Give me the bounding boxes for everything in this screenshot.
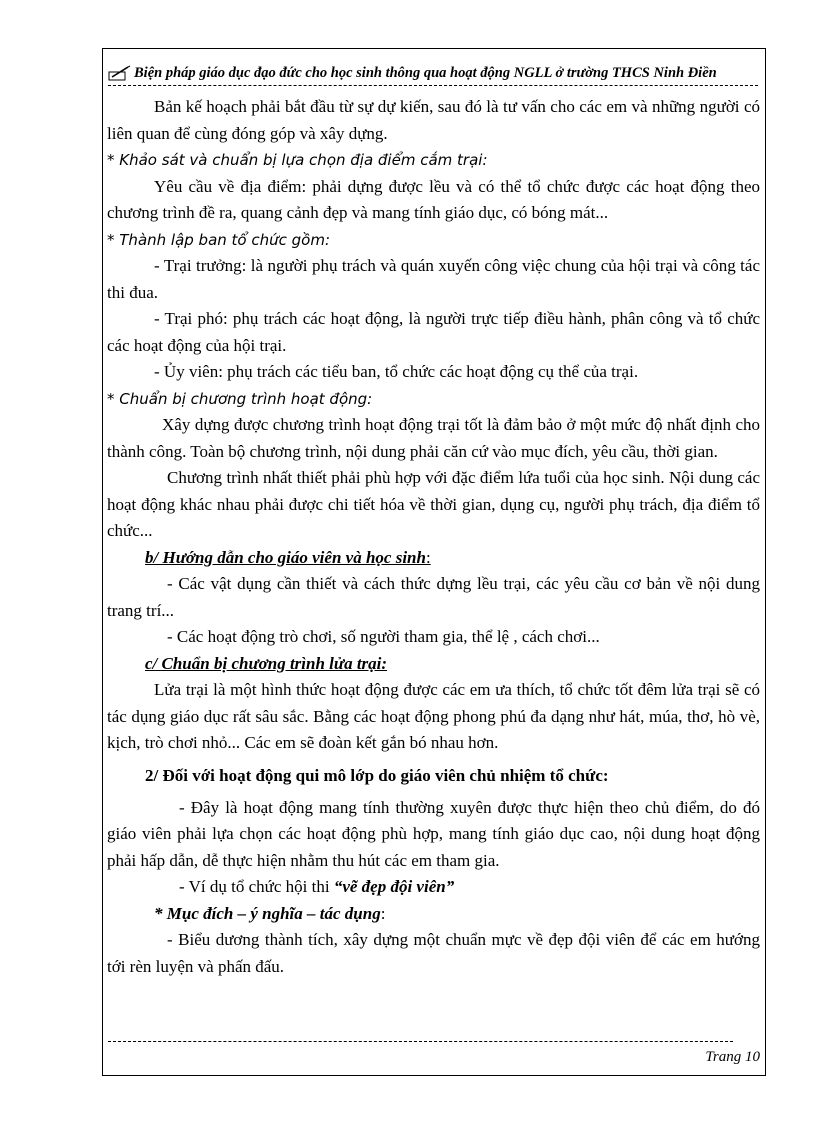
paragraph: - Ủy viên: phụ trách các tiểu ban, tổ chức các hoạt động cụ thể của trại.: [154, 362, 639, 381]
paragraph: Yêu cầu về địa điểm: phải dựng được lều và có thể tổ chức được các hoạt động theo chương trình đề ra, quang cảnh đẹp và mang tính giáo dục, có bóng mát...: [107, 176, 760, 222]
subheading-survey: * Khảo sát và chuẩn bị lựa chọn địa điểm cắm trại:: [107, 151, 488, 169]
paragraph: Xây dựng được chương trình hoạt động trại tốt là đảm bảo ở một mức độ nhất định cho thành công. Toàn bộ chương trình, nội dung phải căn cứ vào mục đích, yêu cầu, thời gian.: [107, 415, 760, 461]
section-heading-c: c/ Chuẩn bị chương trình lửa trại:: [145, 653, 388, 673]
pen-icon: [108, 65, 132, 81]
section-heading-b: b/ Hướng dẫn cho giáo viên và học sinh:: [145, 547, 431, 567]
section-heading-2: 2/ Đối với hoạt động qui mô lớp do giáo viên chủ nhiệm tổ chức:: [145, 765, 609, 785]
paragraph: Bản kế hoạch phải bắt đầu từ sự dự kiến, sau đó là tư vấn cho các em và những người có liên quan để cùng đóng góp và xây dựng.: [107, 97, 760, 143]
subheading-purpose: * Mục đích – ý nghĩa – tác dụng:: [154, 903, 386, 923]
paragraph: - Trại trưởng: là người phụ trách và quán xuyến công việc chung của hội trại và công tác thi đua.: [107, 256, 760, 302]
paragraph: - Đây là hoạt động mang tính thường xuyên được thực hiện theo chủ điểm, do đó giáo viên phải lựa chọn các hoạt động phù hợp, mang tính giáo dục cao, nội dung hoạt động phải hấp dẫn, dễ thực hiện nhằm thu hút các em tham gia.: [107, 797, 760, 870]
subheading-program: * Chuẩn bị chương trình hoạt động:: [107, 389, 373, 408]
subheading-committee: * Thành lập ban tổ chức gồm:: [107, 230, 331, 249]
page-number: Trang 10: [705, 1049, 760, 1065]
paragraph: - Các vật dụng cần thiết và cách thức dựng lều trại, các yêu cầu cơ bản về nội dung trang trí...: [107, 574, 760, 620]
paragraph: - Các hoạt động trò chơi, số người tham gia, thể lệ , cách chơi...: [167, 627, 600, 646]
paragraph: - Trại phó: phụ trách các hoạt động, là người trực tiếp điều hành, phân công và tổ chức các hoạt động của hội trại.: [107, 309, 760, 355]
header-title: Biện pháp giáo dục đạo đức cho học sinh thông qua hoạt động NGLL ở trường THCS Ninh Điền: [134, 64, 717, 81]
paragraph: - Ví dụ tổ chức hội thi “vẽ đẹp đội viên”: [179, 877, 455, 896]
paragraph: Chương trình nhất thiết phải phù hợp với đặc điểm lứa tuổi của học sinh. Nội dung các hoạt động khác nhau phải được chi tiết hóa về thời gian, dụng cụ, người phụ trách, địa điểm tổ chức...: [107, 468, 760, 540]
page-content: [107, 94, 760, 980]
paragraph: - Biểu dương thành tích, xây dựng một chuẩn mực về đẹp đội viên để các em hướng tới rèn luyện và phấn đấu.: [107, 930, 760, 976]
page-header: [108, 60, 758, 86]
footer-divider: [108, 1041, 733, 1042]
header-divider: [108, 85, 758, 86]
paragraph: Lửa trại là một hình thức hoạt động được các em ưa thích, tổ chức tốt đêm lửa trại sẽ có tác dụng giáo dục rất sâu sắc. Bằng các hoạt động phong phú đa dạng như hát, múa, thơ, hò vè, kịch, trò chơi nhỏ... Các em sẽ đoàn kết gắn bó nhau hơn.: [107, 680, 760, 752]
